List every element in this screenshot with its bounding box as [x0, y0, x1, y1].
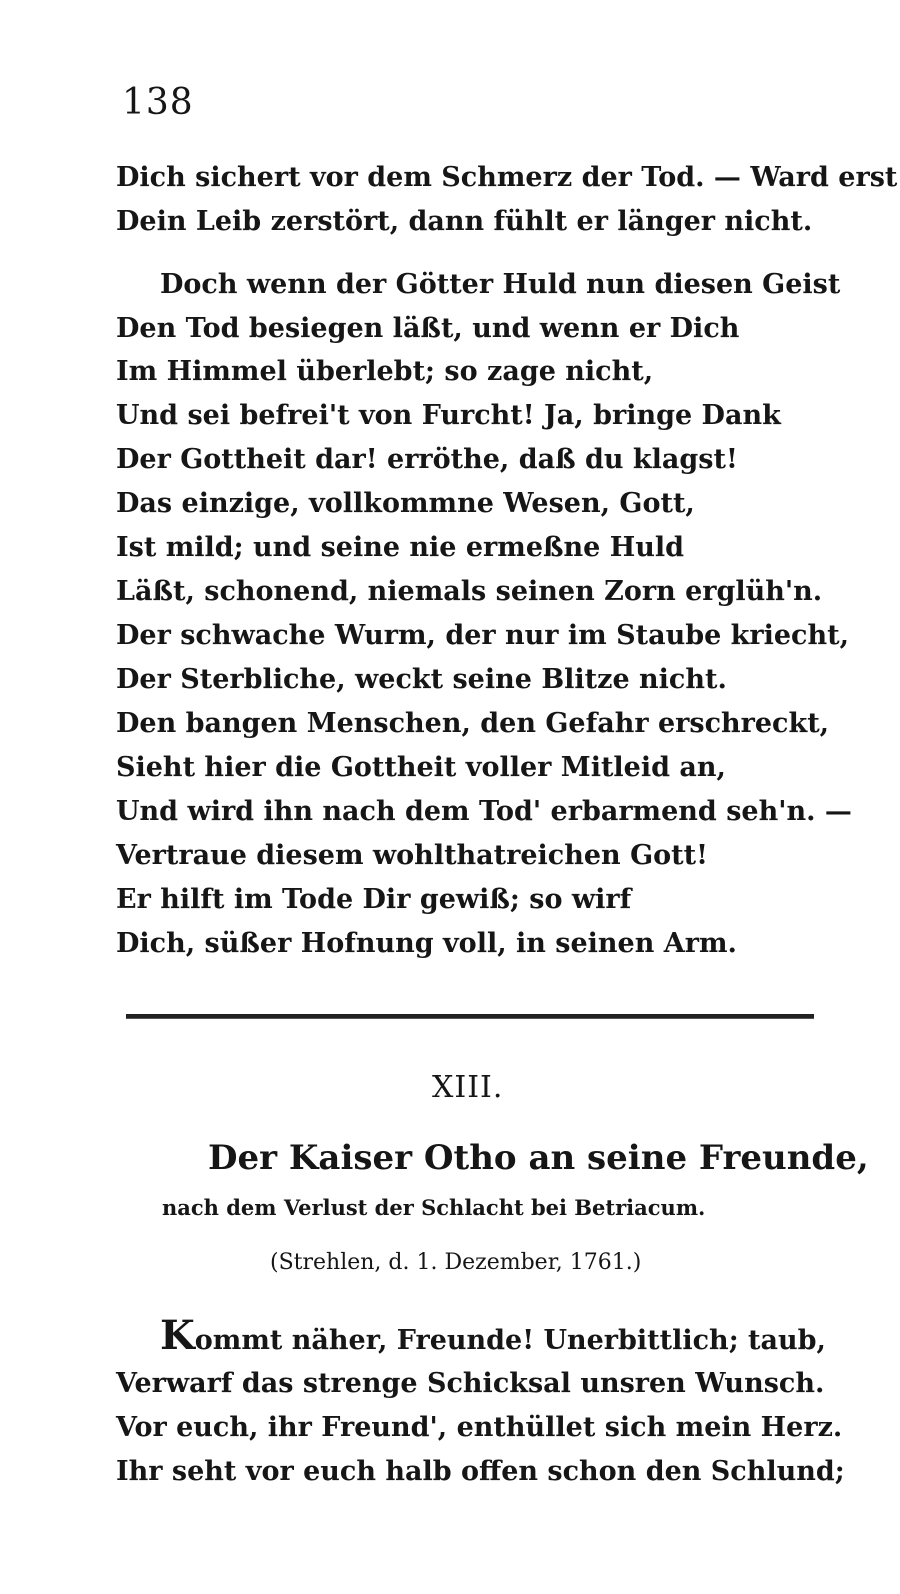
verse-line: Dich, süßer Hofnung voll, in seinen Arm.	[116, 928, 737, 959]
verse-line: Doch wenn der Götter Huld nun diesen Geist	[160, 269, 841, 300]
verse-line-first	[160, 1312, 826, 1359]
verse-line: Ihr seht vor euch halb offen schon den Schlund;	[116, 1456, 845, 1487]
drop-cap: K	[160, 1312, 195, 1359]
verse-line: Verwarf das strenge Schicksal unsren Wunsch.	[116, 1368, 825, 1399]
section-divider	[126, 1014, 814, 1019]
verse-line: Im Himmel überlebt; so zage nicht,	[116, 356, 654, 387]
poem-title: Der Kaiser Otho an seine Freunde,	[208, 1138, 869, 1178]
poem-dateline: (Strehlen, d. 1. Dezember, 1761.)	[270, 1250, 642, 1275]
verse-line: Er hilft im Tode Dir gewiß; so wirf	[116, 884, 632, 915]
verse-line: Vertraue diesem wohlthatreichen Gott!	[116, 840, 708, 871]
verse-line: Der Sterbliche, weckt seine Blitze nicht.	[116, 664, 727, 695]
verse-line: Der schwache Wurm, der nur im Staube kriecht,	[116, 620, 849, 651]
verse-line: Dein Leib zerstört, dann fühlt er länger nicht.	[116, 206, 813, 237]
verse-line: Dich sichert vor dem Schmerz der Tod. — Ward erst	[116, 162, 898, 193]
verse-line: Läßt, schonend, niemals seinen Zorn erglüh'n.	[116, 576, 823, 607]
poem-subtitle: nach dem Verlust der Schlacht bei Betriacum.	[162, 1195, 706, 1220]
verse-line: Vor euch, ihr Freund', enthüllet sich mein Herz.	[116, 1412, 843, 1443]
verse-line: Ist mild; und seine nie ermeßne Huld	[116, 532, 685, 563]
verse-line: Und wird ihn nach dem Tod' erbarmend seh'n. —	[116, 796, 852, 827]
first-line-text: ommt näher, Freunde! Unerbittlich; taub,	[194, 1325, 826, 1356]
verse-line: Den Tod besiegen läßt, und wenn er Dich	[116, 313, 740, 344]
verse-line: Sieht hier die Gottheit voller Mitleid an,	[116, 752, 726, 783]
page-number: 138	[122, 82, 194, 123]
verse-line: Den bangen Menschen, den Gefahr erschreckt,	[116, 708, 830, 739]
verse-line: Das einzige, vollkommne Wesen, Gott,	[116, 488, 695, 519]
verse-line: Der Gottheit dar! erröthe, daß du klagst!	[116, 444, 738, 475]
verse-line: Und sei befrei't von Furcht! Ja, bringe Dank	[116, 400, 781, 431]
section-numeral: XIII.	[432, 1070, 504, 1105]
